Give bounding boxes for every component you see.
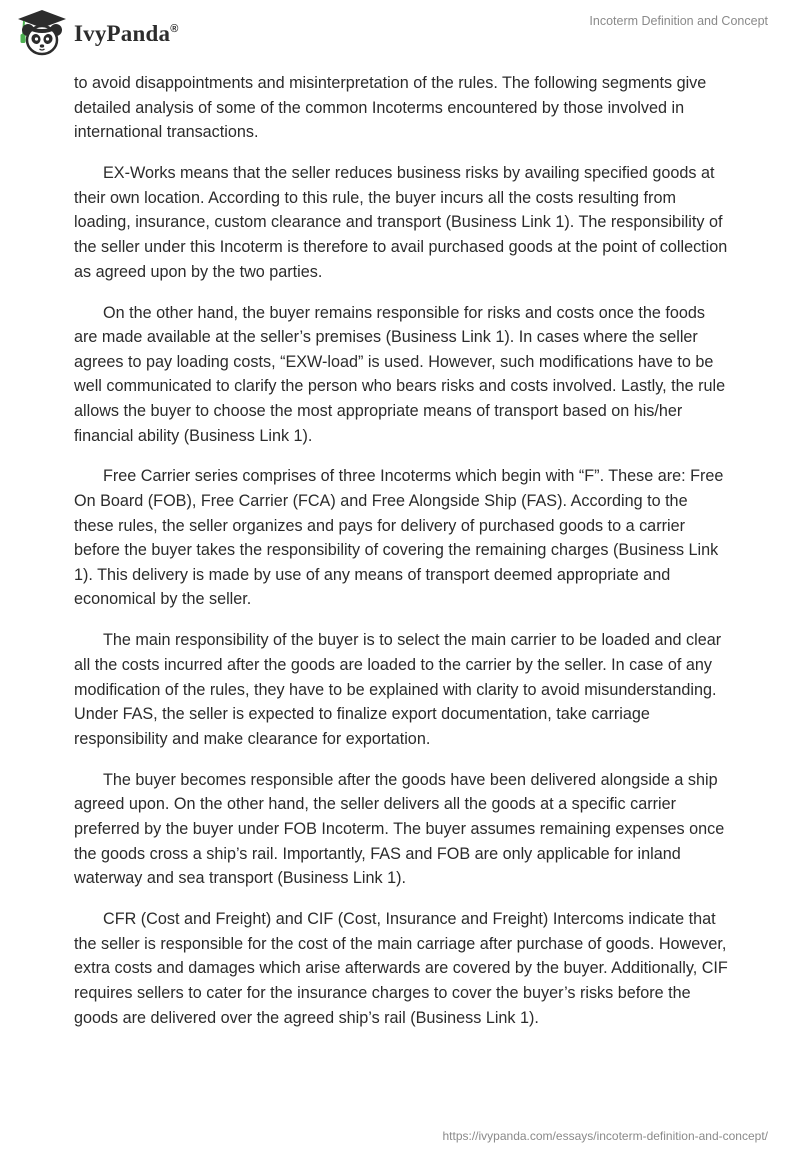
paragraph: to avoid disappointments and misinterpretation of the rules. The following segments give detailed analysis of some of the common Incoterms encountered by those involved in international transactions. <box>74 74 707 142</box>
paragraph: The main responsibility of the buyer is to select the main carrier to be loaded and clear all the costs incurred after the goods are loaded to the carrier by the seller. In case of any modification of the rules, they have to be explained with clarity to avoid misunderstanding. Under FAS, the seller is expected to finalize export documentation, take carriage responsibility and make clearance for exportation. <box>74 631 722 748</box>
panda-graduate-icon <box>14 8 70 58</box>
paragraph: On the other hand, the buyer remains responsible for risks and costs once the foods are made available at the seller’s premises (Business Link 1). In cases where the seller agrees to pay loading costs, “EXW-load” is used. However, such modifications have to be well communicated to clarify the person who bears risks and costs involved. Lastly, the rule allows the buyer to choose the most appropriate means of transport based on his/her financial ability (Business Link 1). <box>74 303 726 445</box>
source-url[interactable]: https://ivypanda.com/essays/incoterm-definition-and-concept/ <box>442 1129 768 1143</box>
page-header <box>0 0 800 70</box>
paragraph: CFR (Cost and Freight) and CIF (Cost, Insurance and Freight) Intercoms indicate that the seller is responsible for the cost of the main carriage after purchase of goods. However, extra costs and damages which arise afterwards are covered by the buyer. Additionally, CIF requires sellers to cater for the insurance charges to cover the buyer’s risks before the goods are delivered over the agreed ship’s rail (Business Link 1). <box>74 910 728 1027</box>
paragraph: Free Carrier series comprises of three Incoterms which begin with “F”. These are: Free On Board (FOB), Free Carrier (FCA) and Free Alongside Ship (FAS). According to the these rules, the seller organizes and pays for delivery of purchased goods to a carrier before the buyer takes the responsibility of covering the remaining charges (Business Link 1). This delivery is made by use of any means of transport deemed appropriate and economical by the seller. <box>74 467 724 609</box>
paragraph: The buyer becomes responsible after the goods have been delivered alongside a ship agreed upon. On the other hand, the seller delivers all the goods at a specific carrier preferred by the buyer under FOB Incoterm. The buyer assumes remaining expenses once the goods cross a ship’s rail. Importantly, FAS and FOB are only applicable for inland waterway and sea transport (Business Link 1). <box>74 770 725 888</box>
essay-body <box>74 71 730 1047</box>
document-title: Incoterm Definition and Concept <box>589 14 768 28</box>
registered-mark: ® <box>170 23 179 35</box>
ivypanda-logo[interactable] <box>14 8 179 58</box>
brand-name: IvyPanda® <box>74 21 179 46</box>
paragraph: EX-Works means that the seller reduces business risks by availing specified goods at their own location. According to this rule, the buyer incurs all the costs resulting from loading, insurance, custom clearance and transport (Business Link 1). The responsibility of the seller under this Incoterm is therefore to avail purchased goods at the point of collection as agreed upon by the two parties. <box>74 164 728 281</box>
